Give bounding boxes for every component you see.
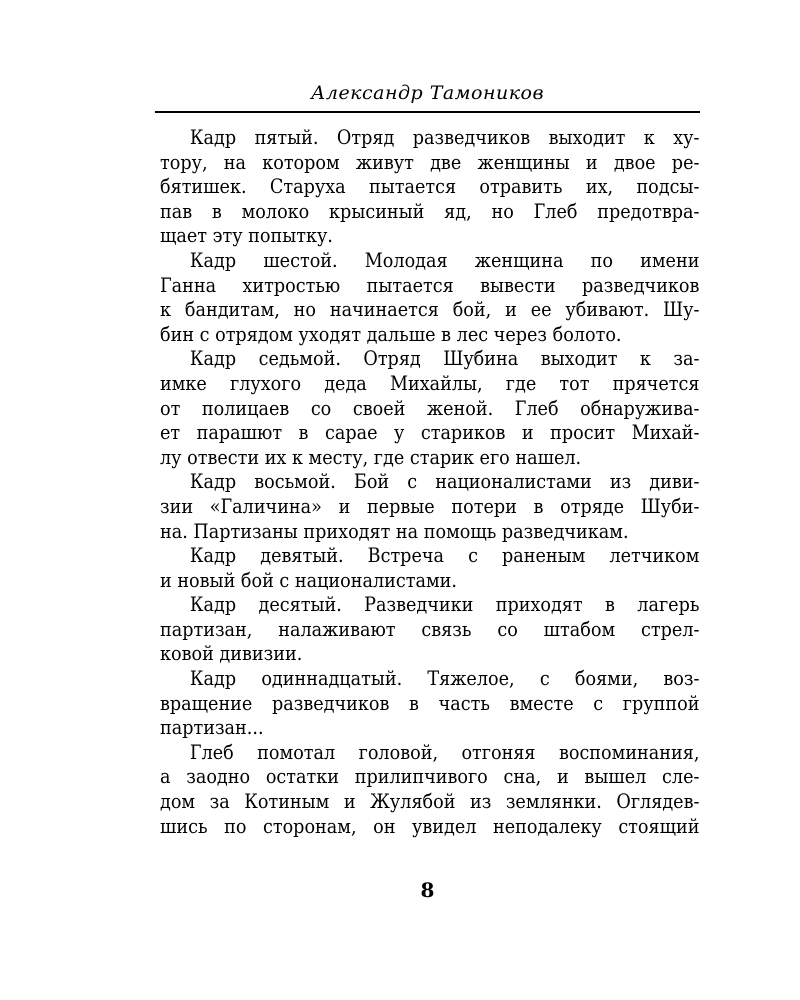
- header-rule: [155, 111, 700, 113]
- text-line: Кадр пятый. Отряд разведчиков выходит к ху-: [189, 125, 700, 149]
- text-line: партизан, налаживают связь со штабом стрел-: [160, 616, 700, 641]
- text-line: от полицаев со своей женой. Глеб обнаружива-: [160, 395, 700, 420]
- text-line: Кадр седьмой. Отряд Шубина выходит к за-: [189, 346, 700, 371]
- text-line: лу отвести их к месту, где старик его нашел.: [160, 444, 582, 469]
- text-line: на. Партизаны приходят на помощь разведчикам.: [160, 518, 629, 543]
- text-line: бятишек. Старуха пытается отравить их, подсы-: [160, 174, 700, 199]
- text-line: имке глухого деда Михайлы, где тот прячется: [160, 370, 700, 395]
- text-line: партизан...: [160, 715, 264, 740]
- text-line: Кадр шестой. Молодая женщина по имени: [189, 247, 700, 272]
- text-line: ковой дивизии.: [160, 641, 303, 666]
- text-line: Кадр одиннадцатый. Тяжелое, с боями, воз-: [189, 666, 700, 691]
- text-line: Кадр восьмой. Бой с националистами из диви-: [189, 469, 700, 494]
- text-line: Глеб помотал головой, отгоняя воспоминания,: [189, 739, 700, 764]
- text-line: ет парашют в сарае у стариков и просит Михай-: [160, 420, 700, 445]
- text-line: к бандитам, но начинается бой, и ее убивают. Шу-: [160, 297, 700, 322]
- text-line: тору, на котором живут две женщины и двое ре-: [160, 149, 700, 174]
- text-line: вращение разведчиков в часть вместе с группой: [160, 690, 700, 715]
- text-line: и новый бой с националистами.: [160, 567, 457, 592]
- text-line: шись по сторонам, он увидел неподалеку стоящий: [160, 813, 700, 838]
- text-line: Ганна хитростью пытается вывести разведчиков: [160, 272, 700, 297]
- text-line: пав в молоко крысиный яд, но Глеб предотвра-: [160, 198, 700, 223]
- text-line: Кадр девятый. Встреча с раненым летчиком: [189, 543, 700, 568]
- running-head-author: Александр Тамоников: [310, 82, 545, 104]
- text-line: бин с отрядом уходят дальше в лес через болото.: [160, 321, 622, 346]
- text-line: зии «Галичина» и первые потери в отряде Шуби-: [160, 493, 700, 518]
- text-line: дом за Котиным и Жулябой из землянки. Оглядев-: [160, 789, 700, 814]
- text-line: щает эту попытку.: [160, 223, 333, 248]
- page-number: 8: [420, 878, 435, 902]
- text-line: Кадр десятый. Разведчики приходят в лагерь: [189, 592, 700, 617]
- body-text: [160, 125, 700, 838]
- text-line: а заодно остатки прилипчивого сна, и вышел сле-: [160, 764, 700, 789]
